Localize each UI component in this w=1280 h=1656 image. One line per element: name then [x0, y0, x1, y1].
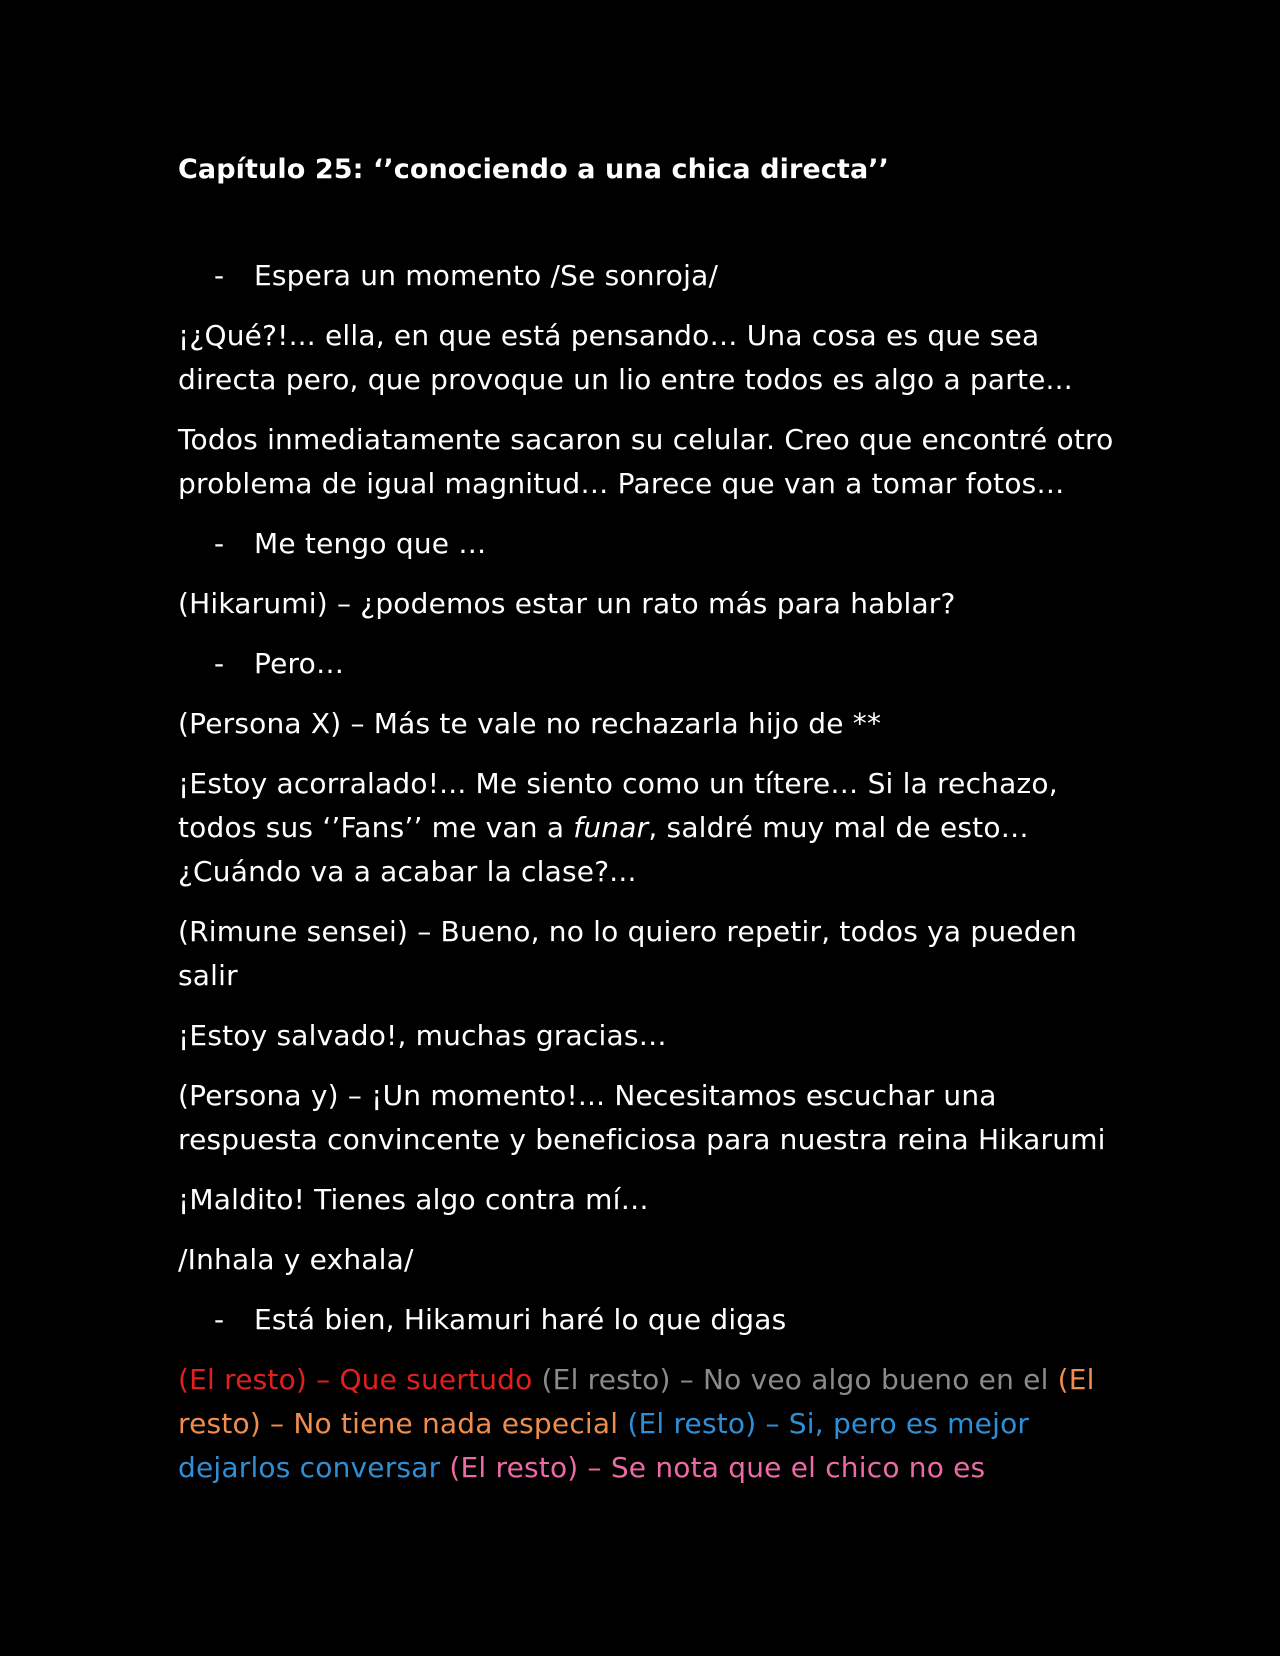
dialogue-dash: -	[214, 647, 225, 680]
pink-segment: (El resto) – Se nota que el chico no es	[440, 1451, 986, 1484]
paragraph: Todos inmediatamente sacaron su celular. Creo que encontré otro problema de igual magnitud… Parece que van a tomar fotos…	[178, 423, 1114, 500]
paragraph: ¡Estoy salvado!, muchas gracias…	[178, 1019, 667, 1052]
dialogue-text: Me tengo que …	[254, 527, 487, 560]
paragraph: (Hikarumi) – ¿podemos estar un rato más para hablar?	[178, 587, 956, 620]
dialogue-line	[178, 254, 1118, 298]
colored-paragraph	[178, 1358, 1118, 1490]
dialogue-line	[178, 522, 1118, 566]
dialogue-line	[178, 1298, 1118, 1342]
paragraph: /Inhala y exhala/	[178, 1243, 414, 1276]
dialogue-dash: -	[214, 527, 225, 560]
paragraph: (Persona X) – Más te vale no rechazarla hijo de **	[178, 707, 882, 740]
paragraph-text: ¡Estoy acorralado!... Me siento como un títere… Si la rechazo, todos sus ‘’Fans’’ me van a	[178, 767, 1058, 844]
paragraph: ¡¿Qué?!... ella, en que está pensando… Una cosa es que sea directa pero, que provoque un lio entre todos es algo a parte...	[178, 319, 1073, 396]
dialogue-dash: -	[214, 1303, 225, 1336]
dialogue-text: Espera un momento /Se sonroja/	[254, 259, 719, 292]
gray-segment: (El resto) – No veo algo bueno en el	[532, 1363, 1049, 1396]
paragraph	[178, 762, 1118, 894]
paragraph: ¡Maldito! Tienes algo contra mí…	[178, 1183, 649, 1216]
document-page	[178, 150, 1118, 1506]
chapter-title: Capítulo 25: ‘’conociendo a una chica directa’’	[178, 154, 889, 185]
dialogue-dash: -	[214, 259, 225, 292]
blue-segment: (El resto) – Si, pero es mejor dejarlos conversar	[178, 1407, 1030, 1484]
italic-word: funar	[573, 811, 649, 844]
paragraph-text: , saldré muy mal de esto… ¿Cuándo va a acabar la clase?...	[178, 811, 1029, 888]
dialogue-line	[178, 642, 1118, 686]
orange-segment: (El resto) – No tiene nada especial	[178, 1363, 1095, 1440]
paragraph: (Persona y) – ¡Un momento!... Necesitamos escuchar una respuesta convincente y beneficiosa para nuestra reina Hikarumi	[178, 1079, 1106, 1156]
dialogue-text: Pero…	[254, 647, 345, 680]
dialogue-text: Está bien, Hikamuri haré lo que digas	[254, 1303, 787, 1336]
paragraph: (Rimune sensei) – Bueno, no lo quiero repetir, todos ya pueden salir	[178, 915, 1078, 992]
red-segment: (El resto) – Que suertudo	[178, 1363, 533, 1396]
